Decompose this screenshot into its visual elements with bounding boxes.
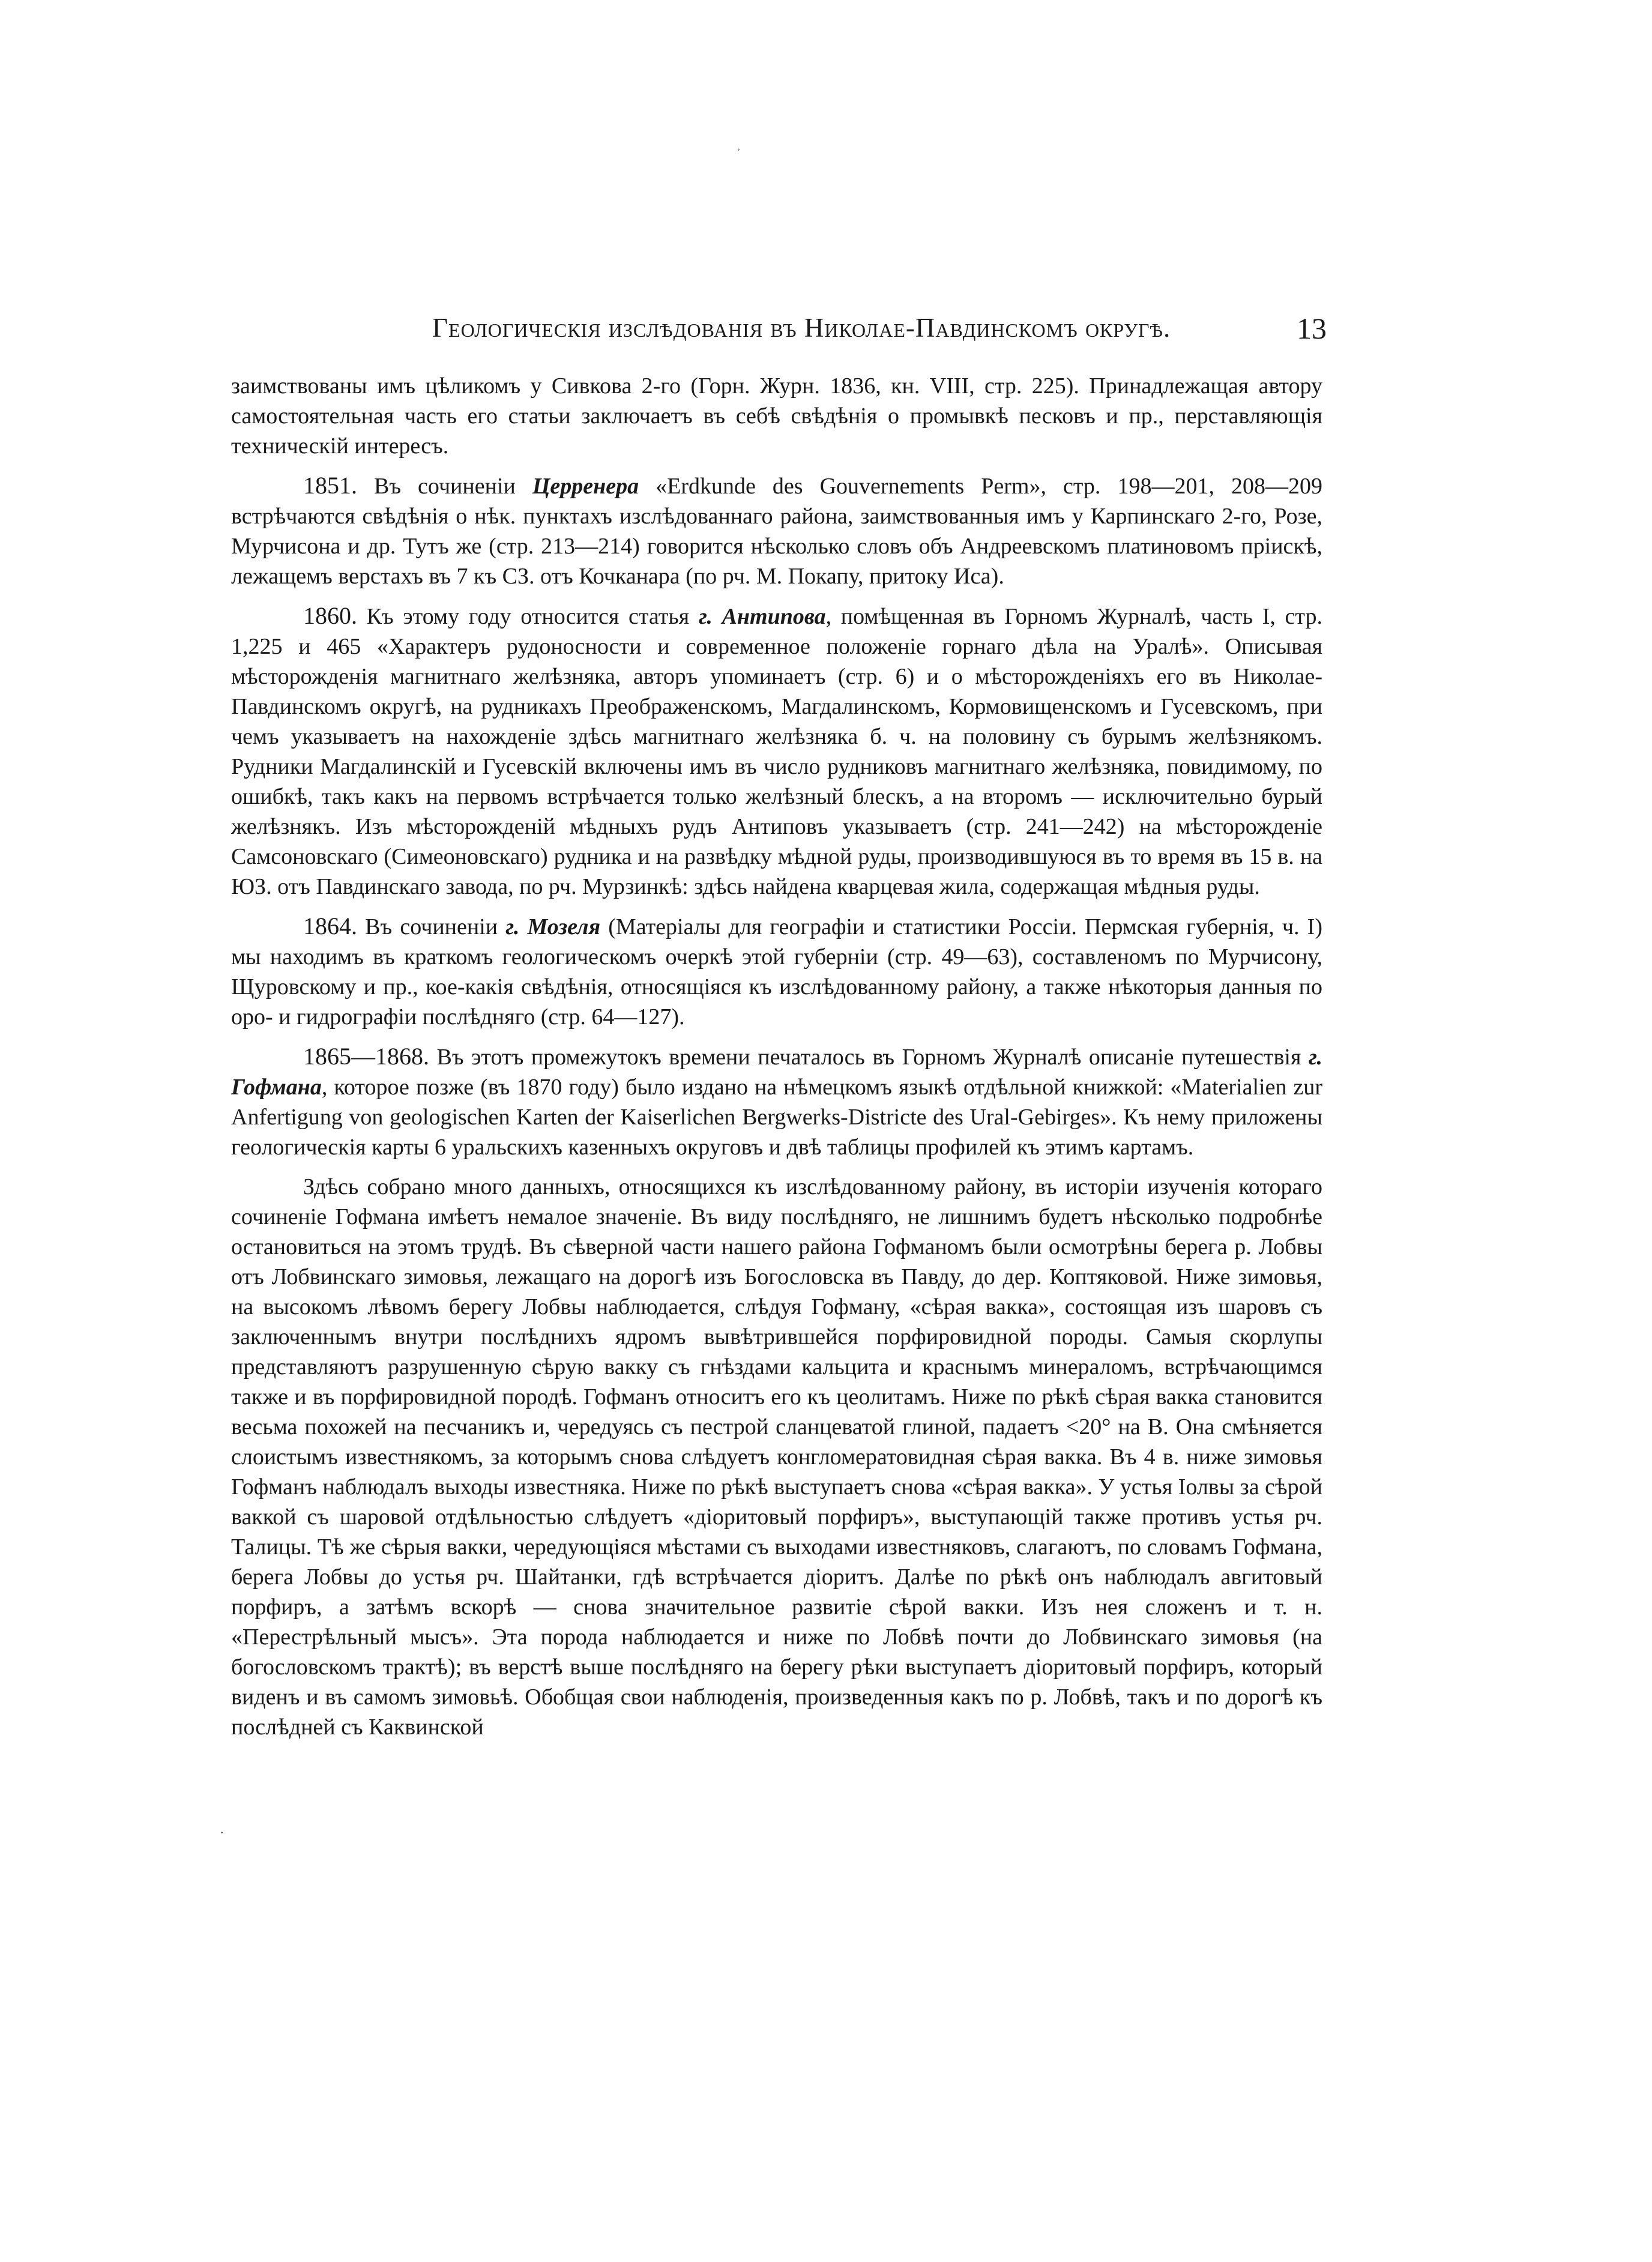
paragraph-year: 1851.: [303, 472, 357, 499]
author-name: Церренера: [532, 474, 639, 499]
running-header: Геологическія изслѣдованія въ Николае-Павдинскомъ округѣ.: [432, 313, 1171, 343]
author-name: г. Мозеля: [505, 914, 601, 939]
page-number: 13: [1297, 312, 1327, 345]
author-name: г. Гофмана: [231, 1045, 1322, 1100]
paragraph-text: , помѣщенная въ Горномъ Журналѣ, часть I, стр. 1,225 и 465 «Характеръ рудоносности и современное положеніе горнаго дѣла на Уралѣ». Описывая мѣсторожденія магнитнаго желѣзняка, авторъ упоминаетъ (стр. 6) и о мѣсторожденіяхъ его въ Николае-Павдинскомъ округѣ, на рудникахъ Преображенскомъ, Магдалинскомъ, Кормовищенскомъ и Гусевскомъ, при чемъ указываетъ на нахожденіе здѣсь магнитнаго желѣзняка б. ч. на половину съ бурымъ желѣзнякомъ. Рудники Магдалинскій и Гусевскій включены имъ въ число рудниковъ магнитнаго желѣзняка, повидимому, по ошибкѣ, такъ какъ на первомъ встрѣчается только желѣзный блескъ, а на второмъ — исключительно бурый желѣзнякъ. Изъ мѣсторожденій мѣдныхъ рудъ Антиповъ указываетъ (стр. 241—242) на мѣсторожденіе Самсоновскаго (Симеоновскаго) рудника и на развѣдку мѣдной руды, производившуюся въ то время въ 15 в. на ЮЗ. отъ Павдинскаго завода, по рч. Мурзинкѣ: здѣсь найдена кварцевая жила, содержащая мѣдныя руды.: [231, 604, 1322, 899]
paragraph-1865-1868: [231, 1042, 1322, 1162]
paragraph-lead: Въ сочиненіи: [357, 914, 506, 939]
paragraph-year: 1865—1868.: [303, 1043, 429, 1070]
paragraph-text: , которое позже (въ 1870 году) было издано на нѣмецкомъ языкѣ отдѣльной книжкой: «Materialien zur Anfertigung von geologischen Karten der Kaiserlichen Bergwerks-Districte des Ural-Gebirges». Къ нему приложены геологическія карты 6 уральскихъ казенныхъ округовъ и двѣ таблицы профилей къ этимъ картамъ.: [231, 1075, 1322, 1160]
paragraph-lead: Въ этотъ промежутокъ времени печаталось въ Горномъ Журналѣ описаніе путешествія: [429, 1045, 1309, 1070]
paragraph-text: Здѣсь собрано много данныхъ, относящихся къ изслѣдованному району, въ исторіи изученія котораго сочиненіе Гофмана имѣетъ немалое значеніе. Въ виду послѣдняго, не лишнимъ будетъ нѣсколько подробнѣе остановиться на этомъ трудѣ. Въ сѣверной части нашего района Гофманомъ были осмотрѣны берега р. Лобвы отъ Лобвинскаго зимовья, лежащаго на дорогѣ изъ Богословска въ Павду, до дер. Коптяковой. Ниже зимовья, на высокомъ лѣвомъ берегу Лобвы наблюдается, слѣдуя Гофману, «сѣрая вакка», состоящая изъ шаровъ съ заключеннымъ внутри послѣднихъ ядромъ вывѣтрившейся порфировидной породы. Самыя скорлупы представляютъ разрушенную сѣрую вакку съ гнѣздами кальцита и краснымъ минераломъ, встрѣчающимся также и въ порфировидной породѣ. Гофманъ относитъ его къ цеолитамъ. Ниже по рѣкѣ сѣрая вакка становится весьма похожей на песчаникъ и, чередуясь съ пестрой сланцеватой глиной, падаетъ <20° на В. Она смѣняется слоистымъ известнякомъ, за которымъ снова слѣдуетъ конгломератовидная сѣрая вакка. Въ 4 в. ниже зимовья Гофманъ наблюдалъ выходы известняка. Ниже по рѣкѣ выступаетъ снова «сѣрая вакка». У устья Іолвы за сѣрой ваккой съ шаровой отдѣльностью слѣдуетъ «діоритовый порфиръ», выступающій также противъ устья рч. Талицы. Тѣ же сѣрыя вакки, чередующіяся мѣстами съ выходами известняковъ, слагаютъ, по словамъ Гофмана, берега Лобвы до устья рч. Шайтанки, гдѣ встрѣчается діоритъ. Далѣе по рѣкѣ онъ наблюдалъ авгитовый порфиръ, а затѣмъ вскорѣ — снова значительное развитіе сѣрой вакки. Изъ нея сложенъ и т. н. «Перестрѣльный мысъ». Эта порода наблюдается и ниже по Лобвѣ почти до Лобвинскаго зимовья (на богословскомъ трактѣ); въ верстѣ выше послѣдняго на берегу рѣки выступаетъ діоритовый порфиръ, который виденъ и въ самомъ зимовьѣ. Обобщая свои наблюденія, произведенныя какъ по р. Лобвѣ, такъ и по дорогѣ къ послѣдней съ Каквинской: [231, 1174, 1322, 1740]
paragraph-lead: Въ сочиненіи: [357, 474, 532, 499]
paragraph-lead: Къ этому году относится статья: [357, 604, 699, 629]
paragraph-1864: [231, 911, 1322, 1032]
author-name: г. Антипова: [698, 604, 826, 629]
paragraph-year: 1864.: [303, 912, 357, 939]
paragraph-text: заимствованы имъ цѣликомъ у Сивкова 2-го (Горн. Журн. 1836, кн. VIII, стр. 225). Принадлежащая автору самостоятельная часть его статьи заключаетъ въ себѣ свѣдѣнія о промывкѣ песковъ и пр., перставляющія техническій интересъ.: [231, 373, 1322, 459]
stray-mark: ’: [737, 147, 741, 157]
paragraph-year: 1860.: [303, 602, 357, 629]
paragraph-continuation: [231, 371, 1322, 461]
margin-mark: ·: [220, 1825, 225, 1840]
paragraph-1860: [231, 601, 1322, 902]
paragraph-text: «Erdkunde des Gouvernements Perm», стр. 198—201, 208—209 встрѣчаются свѣдѣнія о нѣк. пунктахъ изслѣдованнаго района, заимствованныя имъ у Карпинскаго 2-го, Розе, Мурчисона и др. Тутъ же (стр. 213—214) говорится нѣсколько словъ объ Андреевскомъ платиновомъ пріискѣ, лежащемъ верстахъ въ 7 къ СЗ. отъ Кочканара (по рч. М. Покапу, притоку Иса).: [231, 474, 1322, 589]
body-text: [231, 371, 1322, 1860]
paragraph-1851: [231, 471, 1322, 591]
paragraph-text: (Матеріалы для географіи и статистики Россіи. Пермская губернія, ч. I) мы находимъ въ краткомъ геологическомъ очеркѣ этой губерніи (стр. 49—63), составленомъ по Мурчисону, Щуровскому и пр., кое-какія свѣдѣнія, относящіяся къ изслѣдованному району, а также нѣкоторыя данныя по оро- и гидрографіи послѣдняго (стр. 64—127).: [231, 914, 1322, 1030]
paragraph-hofmann-summary: [231, 1172, 1322, 1742]
